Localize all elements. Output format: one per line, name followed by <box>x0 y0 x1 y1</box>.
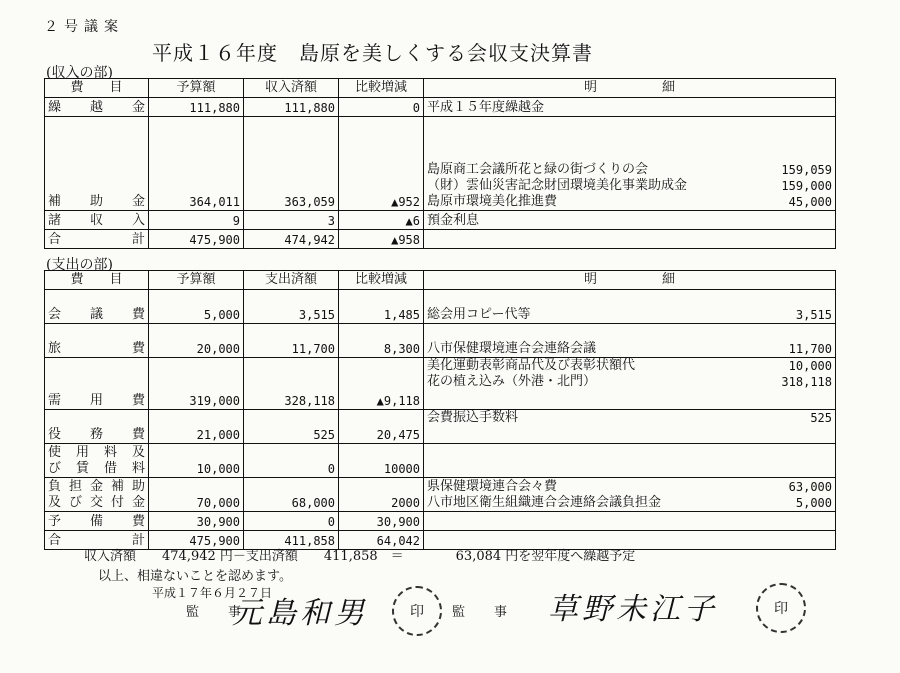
row-item: 諸収入 <box>45 211 149 230</box>
row-diff: ▲6 <box>339 211 424 230</box>
expense-table <box>44 270 836 550</box>
detail-text: 八市地区衛生組織連合会連絡会議負担金 <box>427 495 662 510</box>
col-header-budget: 予算額 <box>149 271 244 290</box>
document-number: ２号議案 <box>44 19 124 35</box>
carryover-summary: 収入済額 474,942 円－支出済額 411,858 ＝ 63,084 円を翌年度へ繰越予定 <box>84 549 636 564</box>
row-item: 需用費 <box>45 358 149 410</box>
table-row <box>45 324 836 358</box>
detail-text: （財）雲仙災害記念財団環境美化事業助成金 <box>427 178 688 193</box>
row-item-line: 使 用 料 及 <box>48 445 145 460</box>
income-table <box>44 78 836 249</box>
row-diff: 2000 <box>339 478 424 512</box>
row-details <box>424 290 836 324</box>
row-diff: ▲958 <box>339 230 424 249</box>
detail-amount: 525 <box>810 411 832 425</box>
row-details <box>424 230 836 249</box>
detail-amount: 318,118 <box>781 375 832 389</box>
row-budget: 20,000 <box>149 324 244 358</box>
row-details <box>424 358 836 410</box>
row-actual: 111,880 <box>244 98 339 117</box>
row-item: 補助金 <box>45 117 149 211</box>
row-actual: 0 <box>244 512 339 531</box>
row-item: 合計 <box>45 230 149 249</box>
detail-text: 県保健環境連合会々費 <box>427 479 558 494</box>
row-diff: 10000 <box>339 444 424 478</box>
col-header-item: 費 目 <box>45 271 149 290</box>
row-details <box>424 512 836 531</box>
page-title: 平成１６年度 島原を美しくする会収支決算書 <box>152 41 593 65</box>
col-header-diff: 比較増減 <box>339 79 424 98</box>
expense-header-row <box>45 271 836 290</box>
table-row <box>45 410 836 444</box>
table-row <box>45 211 836 230</box>
auditor2-signature: 草野未江子 <box>548 592 718 627</box>
row-diff: 30,900 <box>339 512 424 531</box>
row-diff: 64,042 <box>339 531 424 550</box>
row-actual: 363,059 <box>244 117 339 211</box>
table-row <box>45 117 836 211</box>
table-row <box>45 444 836 478</box>
row-actual: 411,858 <box>244 531 339 550</box>
row-details <box>424 478 836 512</box>
row-actual: 0 <box>244 444 339 478</box>
detail-text: 島原市環境美化推進費 <box>427 194 558 209</box>
col-header-details: 明 細 <box>424 79 836 98</box>
detail-amount: 159,059 <box>781 163 832 177</box>
row-item: 予備費 <box>45 512 149 531</box>
row-budget: 5,000 <box>149 290 244 324</box>
detail-amount: 45,000 <box>788 195 832 209</box>
row-budget: 475,900 <box>149 230 244 249</box>
row-actual: 328,118 <box>244 358 339 410</box>
col-header-item: 費 目 <box>45 79 149 98</box>
detail-text: 美化運動表彰商品代及び表彰状額代 <box>427 358 636 373</box>
row-budget: 364,011 <box>149 117 244 211</box>
detail-text: 八市保健環境連合会連絡会議 <box>427 341 597 356</box>
row-actual: 3 <box>244 211 339 230</box>
col-header-diff: 比較増減 <box>339 271 424 290</box>
detail-text: 花の植え込み（外港・北門） <box>427 374 597 389</box>
table-row <box>45 478 836 512</box>
expense-section-label: (支出の部) <box>46 257 113 273</box>
detail-text: 島原商工会議所花と緑の街づくりの会 <box>427 162 649 177</box>
detail-amount: 159,000 <box>781 179 832 193</box>
row-item: 旅費 <box>45 324 149 358</box>
row-budget: 475,900 <box>149 531 244 550</box>
table-row <box>45 358 836 410</box>
row-details <box>424 410 836 444</box>
row-item <box>45 478 149 512</box>
row-actual: 474,942 <box>244 230 339 249</box>
row-budget: 21,000 <box>149 410 244 444</box>
row-actual: 68,000 <box>244 478 339 512</box>
row-actual: 11,700 <box>244 324 339 358</box>
detail-amount: 3,515 <box>795 308 832 322</box>
detail-amount: 11,700 <box>788 342 832 356</box>
row-diff: ▲9,118 <box>339 358 424 410</box>
row-item: 繰越金 <box>45 98 149 117</box>
row-details <box>424 98 836 117</box>
confirmation-statement: 以上、相違ないことを認めます。 <box>98 569 292 584</box>
row-diff: 20,475 <box>339 410 424 444</box>
row-item-line: 及び交付金 <box>48 495 145 510</box>
row-budget: 319,000 <box>149 358 244 410</box>
table-row <box>45 98 836 117</box>
row-item: 会議費 <box>45 290 149 324</box>
table-row <box>45 290 836 324</box>
row-item: 役務費 <box>45 410 149 444</box>
detail-amount: 63,000 <box>788 480 832 494</box>
row-details <box>424 211 836 230</box>
detail-text: 平成１５年度繰越金 <box>427 100 545 115</box>
detail-amount: 10,000 <box>788 359 832 373</box>
row-details <box>424 117 836 211</box>
seal-stamp: 印 <box>756 583 806 633</box>
row-item: 合計 <box>45 531 149 550</box>
auditor-label: 監 事 <box>186 605 250 620</box>
row-item-line: び 賃 借 料 <box>48 461 145 476</box>
income-section-label: (収入の部) <box>46 65 113 81</box>
row-budget: 111,880 <box>149 98 244 117</box>
detail-amount: 5,000 <box>795 496 832 510</box>
seal-stamp: 印 <box>392 586 442 636</box>
detail-text: 会費振込手数料 <box>427 410 519 425</box>
row-budget: 10,000 <box>149 444 244 478</box>
row-item <box>45 444 149 478</box>
auditor-label: 監 事 <box>452 605 516 620</box>
row-diff: 8,300 <box>339 324 424 358</box>
row-diff: 0 <box>339 98 424 117</box>
row-budget: 9 <box>149 211 244 230</box>
row-budget: 30,900 <box>149 512 244 531</box>
row-diff: ▲952 <box>339 117 424 211</box>
col-header-details: 明 細 <box>424 271 836 290</box>
row-details <box>424 324 836 358</box>
total-row <box>45 230 836 249</box>
table-row <box>45 512 836 531</box>
income-header-row <box>45 79 836 98</box>
col-header-actual: 収入済額 <box>244 79 339 98</box>
row-diff: 1,485 <box>339 290 424 324</box>
row-budget: 70,000 <box>149 478 244 512</box>
row-item-line: 負担金補助 <box>48 479 145 494</box>
row-details <box>424 444 836 478</box>
row-actual: 525 <box>244 410 339 444</box>
detail-text: 預金利息 <box>427 213 480 228</box>
col-header-budget: 予算額 <box>149 79 244 98</box>
col-header-actual: 支出済額 <box>244 271 339 290</box>
auditor1-signature: 元島和男 <box>232 596 368 631</box>
signing-date: 平成１７年６月２７日 <box>152 586 273 600</box>
row-actual: 3,515 <box>244 290 339 324</box>
detail-text: 総会用コピー代等 <box>427 307 531 322</box>
